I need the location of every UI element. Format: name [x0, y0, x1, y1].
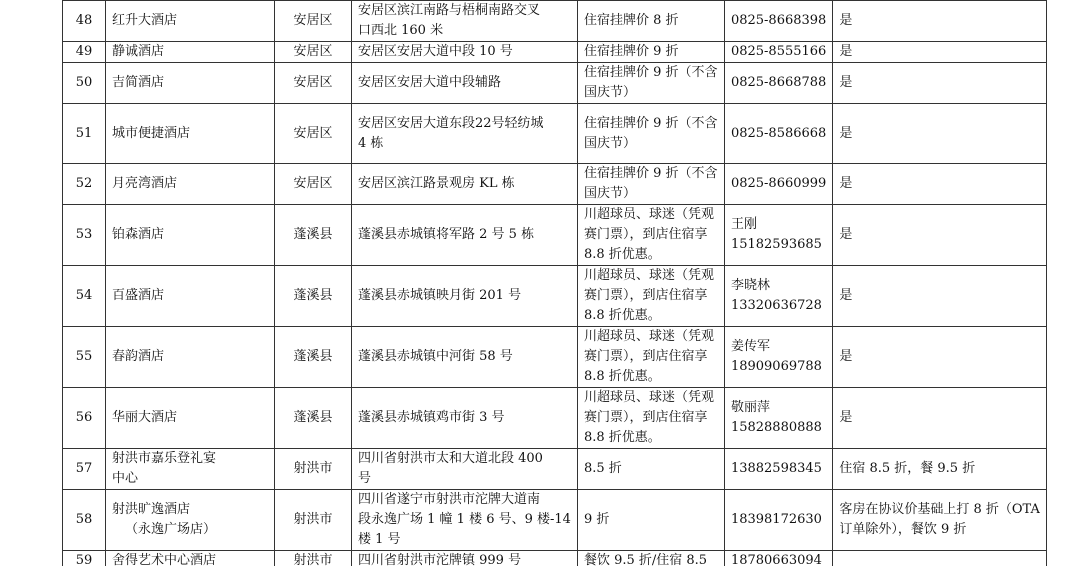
row-number: 48	[75, 13, 93, 28]
hotel-name: 春韵酒店	[112, 349, 165, 364]
note-cell	[833, 63, 1047, 104]
note-cell	[833, 327, 1047, 388]
district-cell	[275, 266, 352, 327]
address-line: 蓬溪县赤城镇将军路 2 号 5 栋	[358, 227, 535, 242]
discount-line: 赛门票），到店住宿享	[583, 410, 708, 425]
contact-cell	[724, 490, 832, 551]
note-line: 是	[839, 288, 853, 303]
phone-number: 0825-8586668	[730, 125, 827, 141]
note-line: 是	[839, 410, 853, 425]
note-line: 是	[839, 227, 853, 242]
hotel-name-cell	[106, 490, 275, 551]
note-line: 是	[839, 176, 853, 191]
discount-line: 川超球员、球迷（凭观	[583, 329, 714, 344]
district-cell	[275, 490, 352, 551]
address-line: 四川省射洪市沱牌镇 999 号	[358, 553, 522, 566]
contact-cell	[724, 449, 832, 490]
row-number-cell	[63, 63, 106, 104]
note-line: 是	[839, 44, 853, 59]
district-cell	[275, 104, 352, 164]
contact-name: 李晓林	[730, 278, 770, 293]
contact-cell	[724, 388, 832, 449]
district: 射洪市	[293, 461, 333, 476]
district: 蓬溪县	[293, 288, 333, 303]
address-line: 安居区安居大道中段 10 号	[358, 44, 513, 59]
contact-name: 姜传军	[730, 339, 770, 354]
hotel-name-cell	[106, 42, 275, 63]
table-body	[63, 1, 1047, 566]
phone-number: 15182593685	[730, 237, 822, 252]
row-number-cell	[63, 449, 106, 490]
address-line: 四川省射洪市太和大道北段 400	[358, 451, 543, 466]
discount-line: 住宿挂牌价 8 折	[583, 13, 679, 28]
district-cell	[275, 551, 352, 566]
row-number-cell	[63, 490, 106, 551]
hotel-name-line: （永逸广场店）	[125, 522, 217, 537]
address-line: 4 栋	[358, 135, 384, 151]
address-line: 楼 1 号	[358, 532, 401, 547]
note-line: 客房在协议价基础上打 8 折（OTA	[839, 502, 1040, 517]
row-number: 49	[75, 44, 93, 59]
row-number-cell	[63, 551, 106, 566]
discount-line: 川超球员、球迷（凭观	[583, 207, 714, 222]
row-number-cell	[63, 388, 106, 449]
contact-name: 王刚	[730, 217, 757, 232]
discount-cell	[577, 63, 724, 104]
discount-cell	[577, 104, 724, 164]
address-line: 四川省遂宁市射洪市沱牌大道南	[358, 492, 541, 507]
table-row	[63, 164, 1047, 205]
address-line: 安居区安居大道中段辅路	[358, 75, 502, 90]
district: 蓬溪县	[293, 410, 333, 425]
table-row	[63, 449, 1047, 490]
discount-line: 9 折	[583, 512, 610, 527]
discount-line: 国庆节）	[583, 135, 636, 151]
phone-number: 0825-8555166	[730, 44, 827, 59]
discount-line: 8.8 折优惠。	[583, 430, 661, 445]
row-number: 57	[75, 461, 93, 476]
hotel-name: 铂森酒店	[112, 227, 165, 242]
discount-line: 8.8 折优惠。	[583, 369, 661, 384]
row-number-cell	[63, 327, 106, 388]
contact-cell	[724, 164, 832, 205]
address-line: 口西北 160 米	[358, 23, 444, 38]
address-cell	[352, 327, 578, 388]
table-row	[63, 1, 1047, 42]
row-number: 59	[75, 553, 93, 566]
note-cell	[833, 104, 1047, 164]
hotel-name-line: 中心	[112, 471, 139, 486]
table-row	[63, 327, 1047, 388]
district: 安居区	[293, 44, 333, 59]
district: 蓬溪县	[293, 227, 333, 242]
hotel-name-line: 射洪市嘉乐登礼宴	[112, 451, 217, 466]
note-cell	[833, 551, 1047, 566]
discount-cell	[577, 42, 724, 63]
district-cell	[275, 42, 352, 63]
address-line: 号	[358, 471, 372, 486]
phone-number: 13320636728	[730, 298, 822, 313]
row-number: 56	[75, 410, 93, 425]
note-cell	[833, 164, 1047, 205]
discount-cell	[577, 449, 724, 490]
district: 安居区	[293, 75, 333, 90]
contact-cell	[724, 1, 832, 42]
hotel-name: 百盛酒店	[112, 288, 165, 303]
phone-number: 13882598345	[730, 461, 822, 476]
address-cell	[352, 42, 578, 63]
address-cell	[352, 164, 578, 205]
hotel-name-cell	[106, 63, 275, 104]
phone-number: 0825-8660999	[730, 176, 827, 191]
district-cell	[275, 327, 352, 388]
address-line: 段永逸广场 1 幢 1 楼 6 号、9 楼-14	[358, 512, 571, 527]
discount-line: 国庆节）	[583, 186, 636, 201]
discount-line: 住宿挂牌价 9 折（不含	[583, 65, 718, 80]
address-cell	[352, 266, 578, 327]
discount-line: 8.8 折优惠。	[583, 308, 661, 323]
contact-cell	[724, 551, 832, 566]
note-line: 是	[839, 125, 853, 141]
contact-name: 敬丽萍	[730, 400, 770, 415]
hotel-discount-table	[62, 0, 1047, 566]
row-number-cell	[63, 164, 106, 205]
note-cell	[833, 449, 1047, 490]
hotel-name-cell	[106, 388, 275, 449]
note-cell	[833, 1, 1047, 42]
row-number-cell	[63, 1, 106, 42]
district: 安居区	[293, 13, 333, 28]
row-number: 50	[75, 75, 93, 90]
hotel-name-cell	[106, 266, 275, 327]
discount-line: 川超球员、球迷（凭观	[583, 268, 714, 283]
hotel-name-cell	[106, 1, 275, 42]
district-cell	[275, 63, 352, 104]
hotel-name-cell	[106, 551, 275, 566]
hotel-name-line: 射洪旷逸酒店	[112, 502, 191, 517]
address-cell	[352, 1, 578, 42]
discount-cell	[577, 205, 724, 266]
hotel-name: 舍得艺术中心酒店	[112, 553, 217, 566]
note-line: 住宿 8.5 折，餐 9.5 折	[839, 461, 976, 476]
contact-cell	[724, 63, 832, 104]
address-cell	[352, 490, 578, 551]
row-number: 51	[75, 125, 93, 141]
discount-line: 赛门票），到店住宿享	[583, 288, 708, 303]
phone-number: 18398172630	[730, 512, 822, 527]
district-cell	[275, 164, 352, 205]
phone-number: 0825-8668398	[730, 13, 827, 28]
hotel-name: 月亮湾酒店	[112, 176, 178, 191]
table-row	[63, 266, 1047, 327]
row-number-cell	[63, 104, 106, 164]
district: 射洪市	[293, 512, 333, 527]
note-cell	[833, 388, 1047, 449]
discount-line: 川超球员、球迷（凭观	[583, 390, 714, 405]
discount-cell	[577, 551, 724, 566]
table-row	[63, 388, 1047, 449]
discount-line: 餐饮 9.5 折/住宿 8.5	[583, 553, 708, 566]
address-cell	[352, 104, 578, 164]
hotel-name-cell	[106, 205, 275, 266]
row-number: 58	[75, 512, 93, 527]
hotel-name-cell	[106, 104, 275, 164]
district: 安居区	[293, 176, 333, 191]
note-cell	[833, 266, 1047, 327]
district-cell	[275, 449, 352, 490]
discount-line: 住宿挂牌价 9 折	[583, 44, 679, 59]
row-number-cell	[63, 266, 106, 327]
district: 蓬溪县	[293, 349, 333, 364]
note-line: 是	[839, 13, 853, 28]
table-row	[63, 490, 1047, 551]
discount-line: 赛门票），到店住宿享	[583, 227, 708, 242]
discount-line: 赛门票），到店住宿享	[583, 349, 708, 364]
discount-cell	[577, 1, 724, 42]
address-line: 安居区安居大道东段22号轻纺城	[358, 115, 544, 131]
contact-cell	[724, 205, 832, 266]
discount-cell	[577, 266, 724, 327]
phone-number: 15828880888	[730, 420, 822, 435]
phone-number: 18909069788	[730, 359, 822, 374]
hotel-name-cell	[106, 327, 275, 388]
address-line: 安居区滨江南路与梧桐南路交叉	[358, 3, 541, 18]
discount-cell	[577, 388, 724, 449]
discount-line: 8.5 折	[583, 461, 622, 476]
district: 射洪市	[293, 553, 333, 566]
contact-cell	[724, 42, 832, 63]
discount-line: 住宿挂牌价 9 折（不含	[583, 166, 718, 181]
hotel-name: 华丽大酒店	[112, 410, 178, 425]
row-number: 53	[75, 227, 93, 242]
note-cell	[833, 205, 1047, 266]
address-line: 安居区滨江路景观房 KL 栋	[358, 176, 515, 191]
hotel-name: 吉简酒店	[112, 75, 165, 90]
discount-cell	[577, 490, 724, 551]
table-row	[63, 42, 1047, 63]
hotel-name: 静诚酒店	[112, 44, 165, 59]
table-row	[63, 205, 1047, 266]
table-row	[63, 551, 1047, 566]
note-cell	[833, 490, 1047, 551]
discount-cell	[577, 327, 724, 388]
hotel-name-cell	[106, 449, 275, 490]
address-line: 蓬溪县赤城镇映月街 201 号	[358, 288, 522, 303]
address-line: 蓬溪县赤城镇中河街 58 号	[358, 349, 513, 364]
row-number: 54	[75, 288, 93, 303]
address-cell	[352, 205, 578, 266]
discount-line: 8.8 折优惠。	[583, 247, 661, 262]
phone-number: 0825-8668788	[730, 75, 827, 90]
address-cell	[352, 63, 578, 104]
contact-cell	[724, 327, 832, 388]
note-cell	[833, 42, 1047, 63]
address-cell	[352, 388, 578, 449]
contact-cell	[724, 104, 832, 164]
note-line: 是	[839, 75, 853, 90]
note-line: 订单除外），餐饮 9 折	[839, 522, 967, 537]
district-cell	[275, 1, 352, 42]
district: 安居区	[293, 125, 333, 141]
row-number: 52	[75, 176, 93, 191]
district-cell	[275, 388, 352, 449]
discount-cell	[577, 164, 724, 205]
phone-number: 18780663094	[730, 553, 822, 566]
address-line: 蓬溪县赤城镇鸡市街 3 号	[358, 410, 505, 425]
address-cell	[352, 551, 578, 566]
row-number-cell	[63, 42, 106, 63]
row-number: 55	[75, 349, 93, 364]
row-number-cell	[63, 205, 106, 266]
hotel-name-cell	[106, 164, 275, 205]
district-cell	[275, 205, 352, 266]
hotel-name: 城市便捷酒店	[112, 125, 191, 141]
table-row	[63, 104, 1047, 164]
contact-cell	[724, 266, 832, 327]
discount-line: 国庆节）	[583, 85, 636, 100]
table-row	[63, 63, 1047, 104]
discount-line: 住宿挂牌价 9 折（不含	[583, 115, 718, 131]
address-cell	[352, 449, 578, 490]
hotel-name: 红升大酒店	[112, 13, 178, 28]
note-line: 是	[839, 349, 853, 364]
